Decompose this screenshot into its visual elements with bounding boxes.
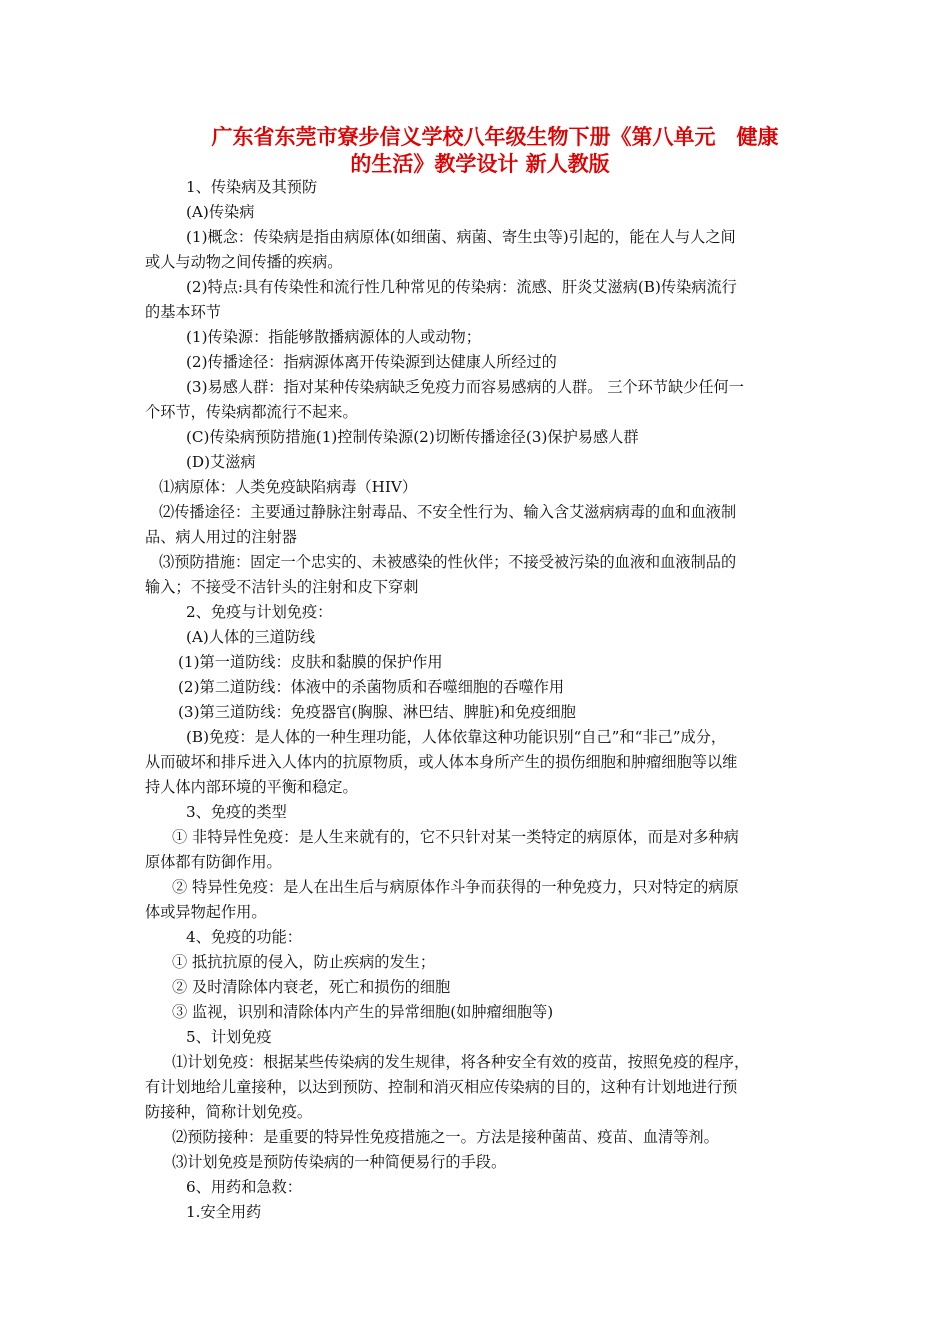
paragraph-line: 原体都有防御作用。	[145, 853, 282, 871]
paragraph-line: ⑴病原体：人类免疫缺陷病毒（HIV）	[159, 478, 418, 496]
paragraph-line: 防接种，简称计划免疫。	[145, 1103, 313, 1121]
paragraph-line: ⑶预防措施：固定一个忠实的、未被感染的性伙伴；不接受被污染的血液和血液制品的	[159, 553, 737, 571]
section-heading: 3、免疫的类型	[186, 803, 287, 821]
paragraph-line: ⑵预防接种：是重要的特异性免疫措施之一。方法是接种菌苗、疫苗、血清等剂。	[172, 1128, 719, 1146]
paragraph-line: 输入；不接受不洁针头的注射和皮下穿刺	[145, 578, 419, 596]
paragraph-line: ⑵传播途径：主要通过静脉注射毒品、不安全性行为、输入含艾滋病病毒的血和血液制	[159, 503, 737, 521]
paragraph-line: ⑴计划免疫：根据某些传染病的发生规律，将各种安全有效的疫苗，按照免疫的程序，	[172, 1053, 750, 1071]
paragraph-line: (2)传播途径：指病源体离开传染源到达健康人所经过的	[186, 353, 557, 371]
subsection-heading: (D)艾滋病	[186, 453, 256, 471]
list-item: ② 及时清除体内衰老，死亡和损伤的细胞	[172, 978, 451, 996]
section-heading: 6、用药和急救：	[186, 1178, 302, 1196]
subsection-heading: (A)人体的三道防线	[186, 628, 316, 646]
paragraph-line: (1)第一道防线：皮肤和黏膜的保护作用	[178, 653, 443, 671]
paragraph-line: 有计划地给儿童接种，以达到预防、控制和消灭相应传染病的目的，这种有计划地进行预	[145, 1078, 738, 1096]
paragraph-line: 品、病人用过的注射器	[145, 528, 297, 546]
section-heading: 4、免疫的功能：	[186, 928, 302, 946]
paragraph-line: (C)传染病预防措施(1)控制传染源(2)切断传播途径(3)保护易感人群	[186, 428, 639, 446]
subsection-heading: (A)传染病	[186, 203, 255, 221]
paragraph-line: (2)第二道防线：体液中的杀菌物质和吞噬细胞的吞噬作用	[178, 678, 565, 696]
paragraph-line: 体或异物起作用。	[145, 903, 267, 921]
paragraph-line: 持人体内部环境的平衡和稳定。	[145, 778, 358, 796]
paragraph-line: (2)特点:具有传染性和流行性几种常见的传染病：流感、肝炎艾滋病(B)传染病流行	[186, 278, 737, 296]
paragraph-line: (3)易感人群：指对某种传染病缺乏免疫力而容易感病的人群。 三个环节缺少任何一	[186, 378, 744, 396]
section-heading: 1、传染病及其预防	[186, 178, 318, 196]
document-title-line-1: 广东省东莞市寮步信义学校八年级生物下册《第八单元 健康	[211, 125, 779, 149]
section-heading: 5、计划免疫	[186, 1028, 272, 1046]
paragraph-line: (B)免疫：是人体的一种生理功能，人体依靠这种功能识别“自己”和“非己”成分，	[186, 728, 727, 746]
paragraph-line: 个环节，传染病都流行不起来。	[145, 403, 358, 421]
document-title-line-2: 的生活》教学设计 新人教版	[350, 152, 610, 176]
paragraph-line: ⑶计划免疫是预防传染病的一种简便易行的手段。	[172, 1153, 507, 1171]
paragraph-line: 的基本环节	[145, 303, 221, 321]
paragraph-line: (3)第三道防线：免疫器官(胸腺、淋巴结、脾脏)和免疫细胞	[178, 703, 576, 721]
paragraph-line: ② 特异性免疫：是人在出生后与病原体作斗争而获得的一种免疫力，只对特定的病原	[172, 878, 739, 896]
paragraph-line: 从而破坏和排斥进入人体内的抗原物质，或人体本身所产生的损伤细胞和肿瘤细胞等以维	[145, 753, 738, 771]
paragraph-line: (1)传染源：指能够散播病源体的人或动物；	[186, 328, 481, 346]
paragraph-line: ① 非特异性免疫：是人生来就有的，它不只针对某一类特定的病原体，而是对多种病	[172, 828, 739, 846]
section-heading: 2、免疫与计划免疫：	[186, 603, 333, 621]
list-item: ③ 监视，识别和清除体内产生的异常细胞(如肿瘤细胞等)	[172, 1003, 554, 1021]
subsection-heading: 1.安全用药	[186, 1203, 262, 1221]
paragraph-line: 或人与动物之间传播的疾病。	[145, 253, 343, 271]
list-item: ① 抵抗抗原的侵入，防止疾病的发生；	[172, 953, 436, 971]
paragraph-line: (1)概念：传染病是指由病原体(如细菌、病菌、寄生虫等)引起的，能在人与人之间	[186, 228, 736, 246]
